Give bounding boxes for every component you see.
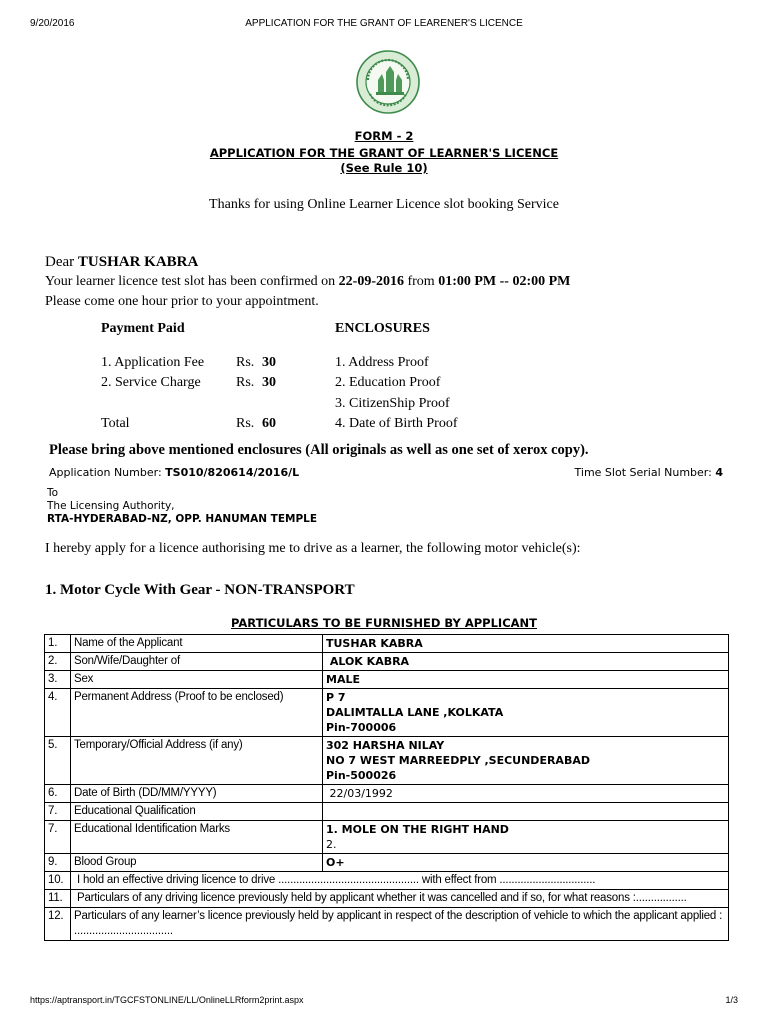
confirmation-line bbox=[45, 274, 570, 290]
time-slot-serial-label: Time Slot Serial Number: bbox=[574, 466, 716, 479]
apply-statement: I hereby apply for a licence authorising me to drive as a learner, the following motor vehicle(s): bbox=[45, 541, 581, 556]
particulars-table bbox=[44, 634, 729, 941]
greeting bbox=[45, 254, 198, 271]
row-number: 2. bbox=[45, 653, 71, 671]
row-value-line: DALIMTALLA LANE ,KOLKATA bbox=[326, 706, 504, 719]
row-value-line: 22/03/1992 bbox=[326, 787, 393, 800]
row-value-line: 1. MOLE ON THE RIGHT HAND bbox=[326, 823, 509, 836]
row-value bbox=[323, 854, 729, 872]
thanks-message: Thanks for using Online Learner Licence slot booking Service bbox=[209, 197, 559, 212]
row-value-line: 302 HARSHA NILAY bbox=[326, 739, 445, 752]
form-title: APPLICATION FOR THE GRANT OF LEARNER'S LICENCE bbox=[209, 146, 559, 160]
row-label: Permanent Address (Proof to be enclosed) bbox=[71, 689, 323, 737]
table-row bbox=[45, 635, 729, 653]
row-value-line: Pin-500026 bbox=[326, 769, 397, 782]
application-number-label: Application Number: bbox=[49, 466, 166, 479]
slot-date: 22-09-2016 bbox=[338, 274, 404, 289]
payment-row-label: 1. Application Fee bbox=[101, 355, 205, 370]
row-value-line: Pin-700006 bbox=[326, 721, 397, 734]
application-number-value: TS010/820614/2016/L bbox=[165, 466, 300, 479]
row-value bbox=[323, 737, 729, 785]
row-value-line: 2. bbox=[326, 838, 337, 851]
row-value-line: O+ bbox=[326, 856, 345, 869]
enclosure-item: 1. Address Proof bbox=[335, 355, 429, 370]
print-footer-url: https://aptransport.in/TGCFSTONLINE/LL/OnlineLLRform2print.aspx bbox=[30, 995, 304, 1005]
particulars-heading: PARTICULARS TO BE FURNISHED BY APPLICANT bbox=[230, 616, 538, 630]
address-office: RTA-HYDERABAD-NZ, OPP. HANUMAN TEMPLE bbox=[47, 513, 318, 525]
table-row bbox=[45, 785, 729, 803]
row-value-line: P 7 bbox=[326, 691, 346, 704]
row-number: 5. bbox=[45, 737, 71, 785]
print-title: APPLICATION FOR THE GRANT OF LEARENER'S LICENCE bbox=[245, 18, 523, 29]
row-number: 7. bbox=[45, 821, 71, 854]
row-label: Son/Wife/Daughter of bbox=[71, 653, 323, 671]
row-label: Date of Birth (DD/MM/YYYY) bbox=[71, 785, 323, 803]
table-row bbox=[45, 737, 729, 785]
declaration-text: Particulars of any driving licence previously held by applicant whether it was cancelled and if so, for what reasons :................. bbox=[71, 890, 729, 908]
row-number: 3. bbox=[45, 671, 71, 689]
row-label: Educational Identification Marks bbox=[71, 821, 323, 854]
payment-row-label: 2. Service Charge bbox=[101, 375, 201, 390]
payment-row-currency: Rs. bbox=[236, 375, 255, 390]
time-slot-serial-value: 4 bbox=[715, 466, 723, 479]
row-number: 7. bbox=[45, 803, 71, 821]
table-row bbox=[45, 908, 729, 941]
row-number: 6. bbox=[45, 785, 71, 803]
greeting-prefix: Dear bbox=[45, 254, 78, 270]
row-label: Sex bbox=[71, 671, 323, 689]
declaration-text: Particulars of any learner’s licence previously held by applicant in respect of the description of vehicle to which the applicant applied : ................................. bbox=[71, 908, 729, 941]
row-number: 12. bbox=[45, 908, 71, 941]
payment-total-currency: Rs. bbox=[236, 416, 255, 431]
table-row bbox=[45, 803, 729, 821]
row-value bbox=[323, 803, 729, 821]
confirm-text: Your learner licence test slot has been confirmed on bbox=[45, 274, 339, 289]
table-row bbox=[45, 854, 729, 872]
enclosure-item: 3. CitizenShip Proof bbox=[335, 396, 450, 411]
address-authority: The Licensing Authority, bbox=[47, 500, 175, 512]
payment-total-amount: 60 bbox=[262, 416, 276, 431]
row-number: 4. bbox=[45, 689, 71, 737]
row-value bbox=[323, 785, 729, 803]
table-row bbox=[45, 671, 729, 689]
slot-time: 01:00 PM -- 02:00 PM bbox=[438, 274, 571, 289]
row-label: Blood Group bbox=[71, 854, 323, 872]
row-value bbox=[323, 671, 729, 689]
application-number bbox=[49, 466, 299, 479]
print-page-number: 1/3 bbox=[725, 995, 738, 1005]
vehicle-class: 1. Motor Cycle With Gear - NON-TRANSPORT bbox=[45, 582, 355, 598]
enclosure-item: 4. Date of Birth Proof bbox=[335, 416, 458, 431]
row-label: Name of the Applicant bbox=[71, 635, 323, 653]
row-value bbox=[323, 821, 729, 854]
row-value bbox=[323, 653, 729, 671]
confirm-from: from bbox=[403, 274, 439, 289]
time-slot-serial bbox=[575, 466, 723, 479]
bring-enclosures-note: Please bring above mentioned enclosures (All originals as well as one set of xerox copy). bbox=[49, 442, 589, 458]
come-early-note: Please come one hour prior to your appointment. bbox=[45, 294, 319, 309]
payment-heading: Payment Paid bbox=[101, 321, 185, 336]
form-rule: (See Rule 10) bbox=[340, 161, 428, 175]
declaration-text: I hold an effective driving licence to drive ............................................... with effect from ................................ bbox=[71, 872, 729, 890]
table-row bbox=[45, 689, 729, 737]
row-number: 10. bbox=[45, 872, 71, 890]
row-value-line: TUSHAR KABRA bbox=[326, 637, 423, 650]
row-number: 9. bbox=[45, 854, 71, 872]
row-value bbox=[323, 635, 729, 653]
payment-total-label: Total bbox=[101, 416, 130, 431]
enclosures-heading: ENCLOSURES bbox=[335, 321, 430, 336]
row-label: Educational Qualification bbox=[71, 803, 323, 821]
form-number: FORM - 2 bbox=[354, 129, 414, 143]
row-number: 1. bbox=[45, 635, 71, 653]
row-number: 11. bbox=[45, 890, 71, 908]
table-row bbox=[45, 890, 729, 908]
applicant-name: TUSHAR KABRA bbox=[77, 254, 199, 270]
table-row bbox=[45, 872, 729, 890]
table-row bbox=[45, 653, 729, 671]
telangana-emblem-logo bbox=[356, 50, 420, 114]
row-value-line: MALE bbox=[326, 673, 360, 686]
row-value-line: NO 7 WEST MARREEDPLY ,SECUNDERABAD bbox=[326, 754, 590, 767]
address-to: To bbox=[47, 487, 59, 499]
row-value-line: ALOK KABRA bbox=[326, 655, 410, 668]
payment-row-amount: 30 bbox=[262, 355, 276, 370]
print-date: 9/20/2016 bbox=[30, 18, 75, 29]
payment-row-currency: Rs. bbox=[236, 355, 255, 370]
row-value bbox=[323, 689, 729, 737]
enclosure-item: 2. Education Proof bbox=[335, 375, 441, 390]
table-row bbox=[45, 821, 729, 854]
row-label: Temporary/Official Address (if any) bbox=[71, 737, 323, 785]
payment-row-amount: 30 bbox=[262, 375, 276, 390]
